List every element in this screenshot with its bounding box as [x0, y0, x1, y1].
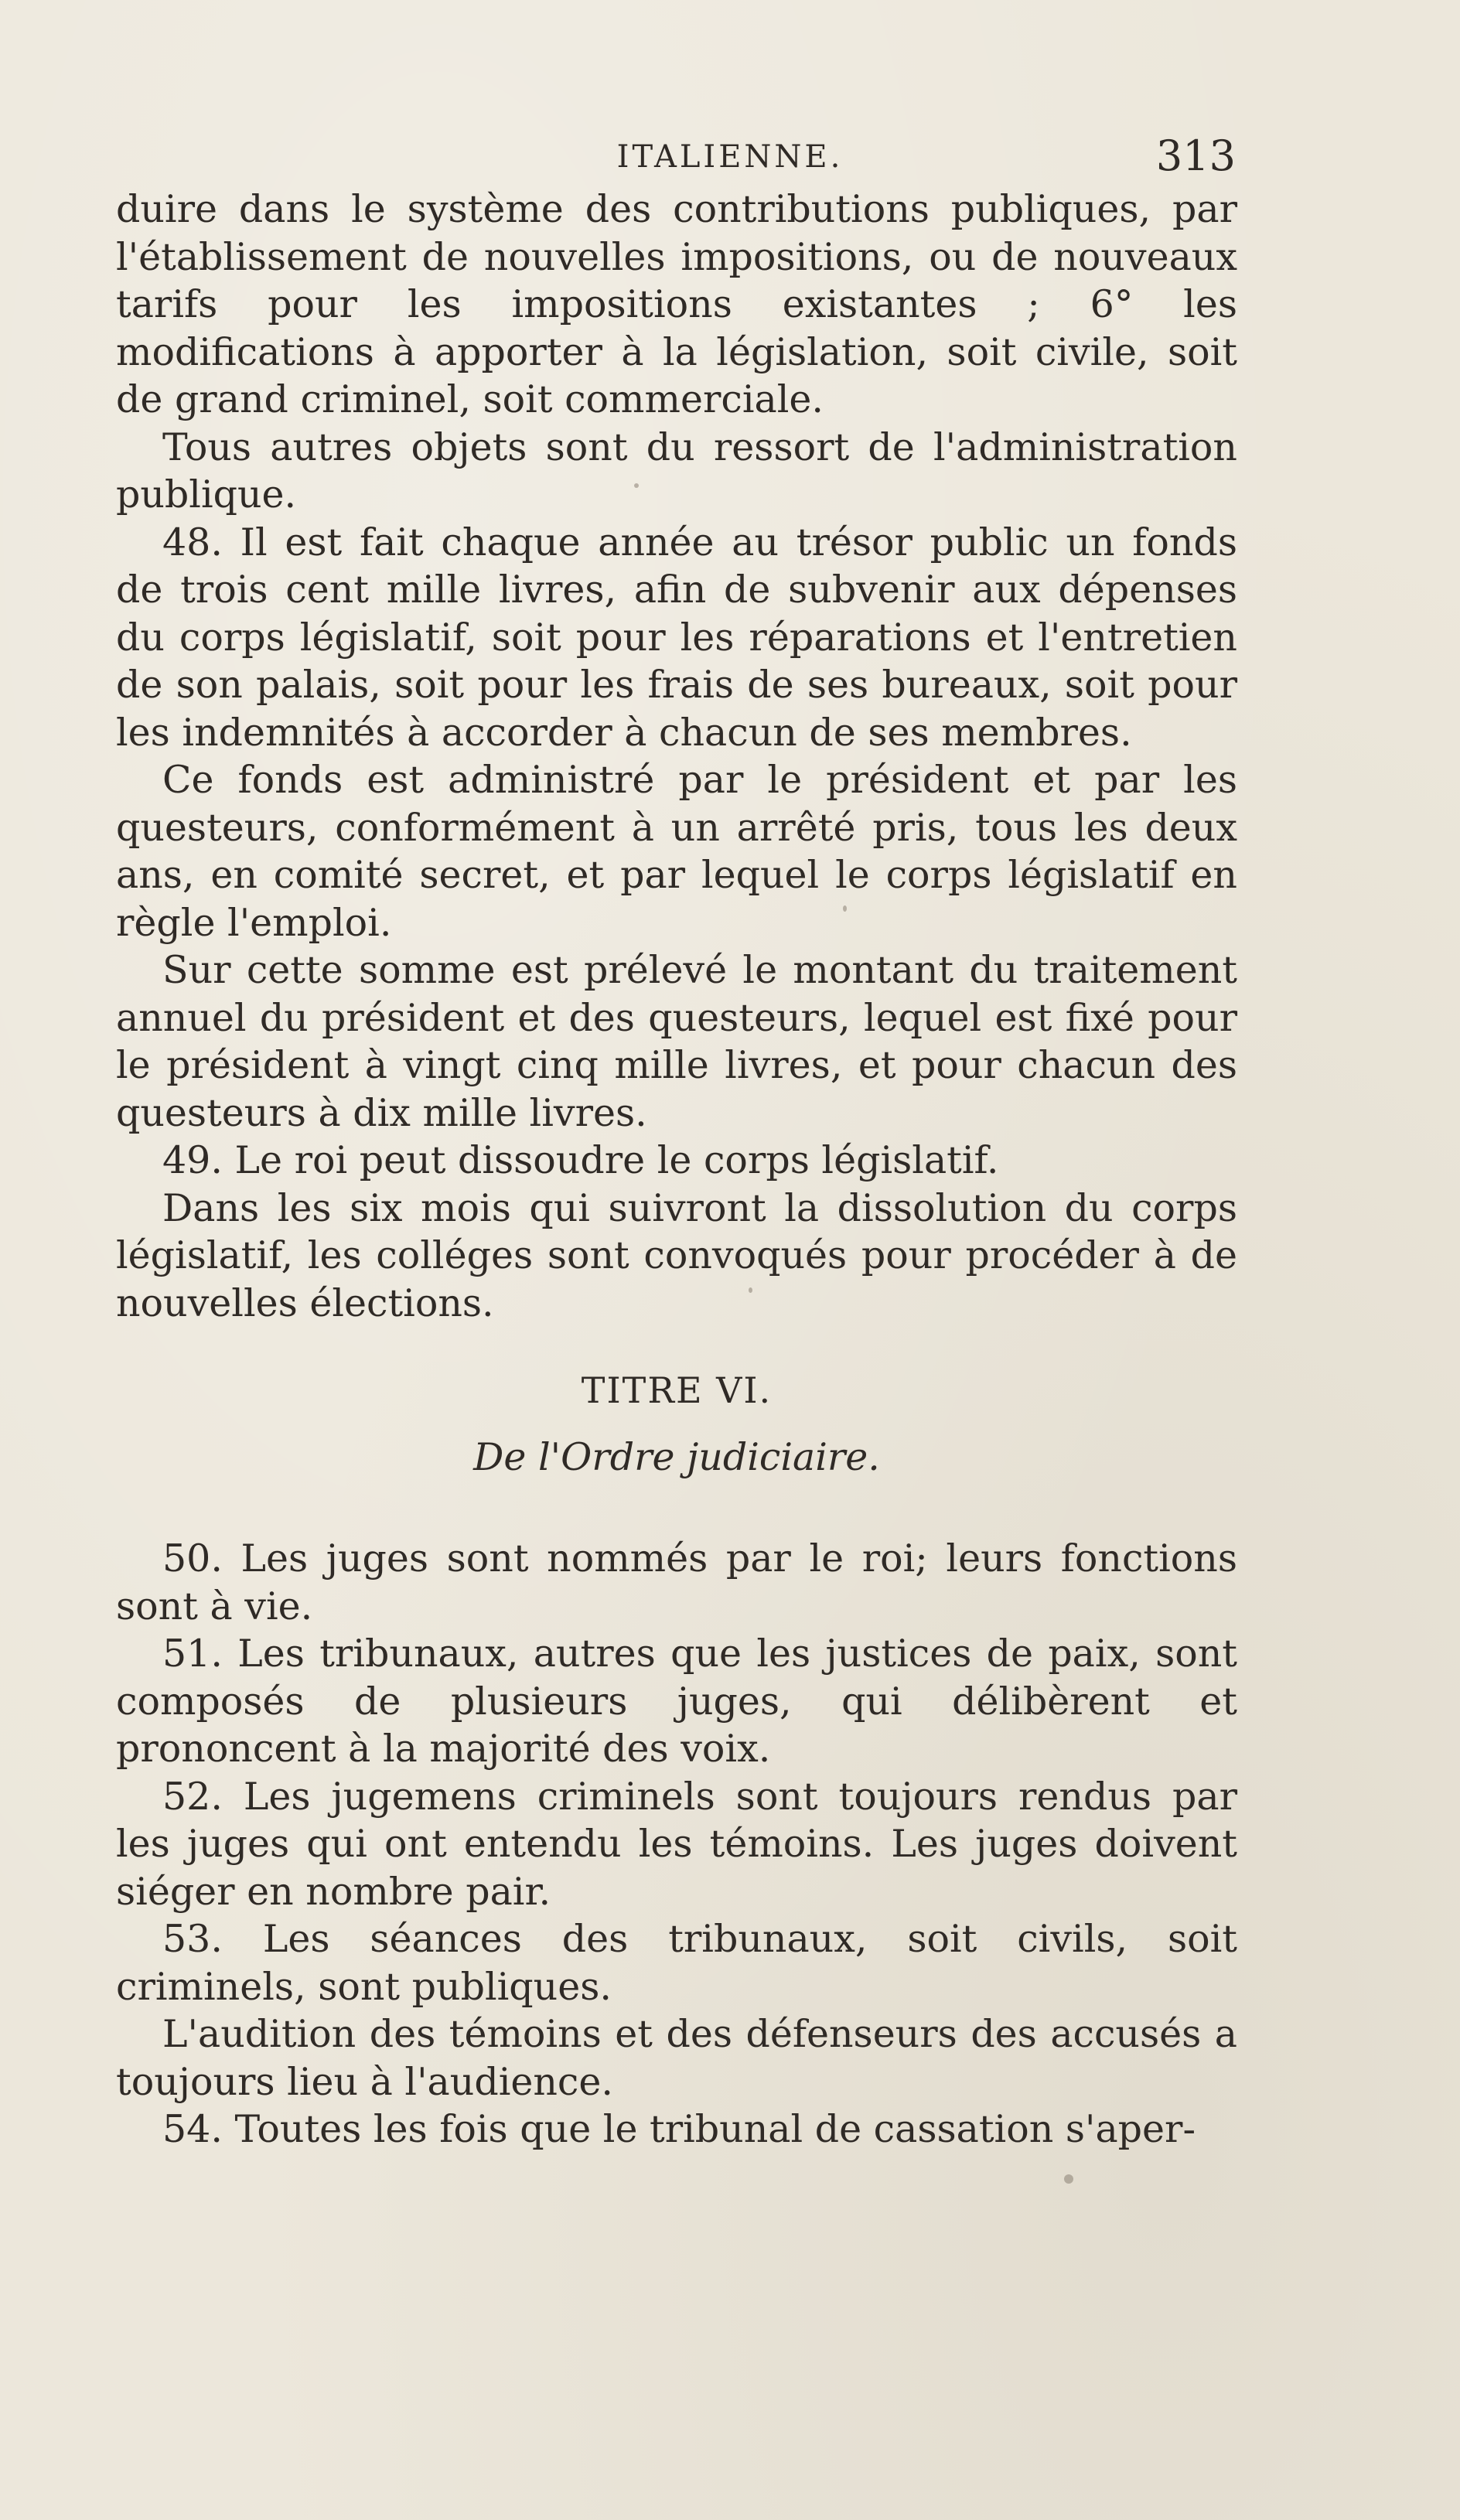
- body-text: [116, 186, 1237, 2153]
- article-48: 48. Il est fait chaque année au trésor public un fonds de trois cent mille livres, afin de subvenir aux dépenses du corps législatif, soit pour les réparations et l'entretien de son palais, soit pour les frais de ses bureaux, soit pour les indemnités à accorder à chacun de ses membres.: [116, 520, 1237, 755]
- article-54: 54. Toutes les fois que le tribunal de cassation s'aper-: [162, 2107, 1196, 2151]
- paragraph-continuation: duire dans le système des contributions publiques, par l'établissement de nouvelles impositions, ou de nouveaux tarifs pour les impositions existantes ; 6° les modifications à apporter à la législation, soit civile, soit de grand criminel, soit commerciale.: [116, 187, 1237, 421]
- paragraph: L'audition des témoins et des défenseurs des accusés a toujours lieu à l'audience.: [116, 2012, 1237, 2104]
- section-subtitle: De l'Ordre judiciaire.: [473, 1434, 880, 1479]
- ink-spot: [749, 1287, 752, 1293]
- article-52: 52. Les jugemens criminels sont toujours rendus par les juges qui ont entendu les témoins. Les juges doivent siéger en nombre pair.: [116, 1774, 1237, 1914]
- paragraph: Sur cette somme est prélevé le montant du traitement annuel du président et des questeurs, lequel est fixé pour le président à vingt cinq mille livres, et pour chacun des questeurs à dix mille livres.: [116, 948, 1237, 1135]
- article-50: 50. Les juges sont nommés par le roi; leurs fonctions sont à vie.: [116, 1536, 1237, 1628]
- paragraph: Tous autres objets sont du ressort de l'administration publique.: [116, 425, 1237, 517]
- ink-spot: [634, 483, 639, 488]
- paragraph: Ce fonds est administré par le président et par les questeurs, conformément à un arrêté pris, tous les deux ans, en comité secret, et par lequel le corps législatif en règle l'emploi.: [116, 758, 1237, 945]
- running-title: ITALIENNE.: [616, 139, 844, 175]
- ink-spot: [843, 905, 847, 912]
- article-53: 53. Les séances des tribunaux, soit civils, soit criminels, sont publiques.: [116, 1917, 1237, 2009]
- page-number: 313: [1155, 131, 1236, 180]
- article-49: 49. Le roi peut dissoudre le corps législatif.: [162, 1138, 999, 1182]
- article-51: 51. Les tribunaux, autres que les justices de paix, sont composés de plusieurs juges, qui délibèrent et prononcent à la majorité des voix.: [116, 1632, 1237, 1771]
- section-title: TITRE VI.: [581, 1369, 773, 1411]
- paragraph: Dans les six mois qui suivront la dissolution du corps législatif, les colléges sont convoqués pour procéder à de nouvelles élections.: [116, 1185, 1237, 1325]
- running-head: [0, 0, 1460, 201]
- ink-spot: [1064, 2174, 1073, 2184]
